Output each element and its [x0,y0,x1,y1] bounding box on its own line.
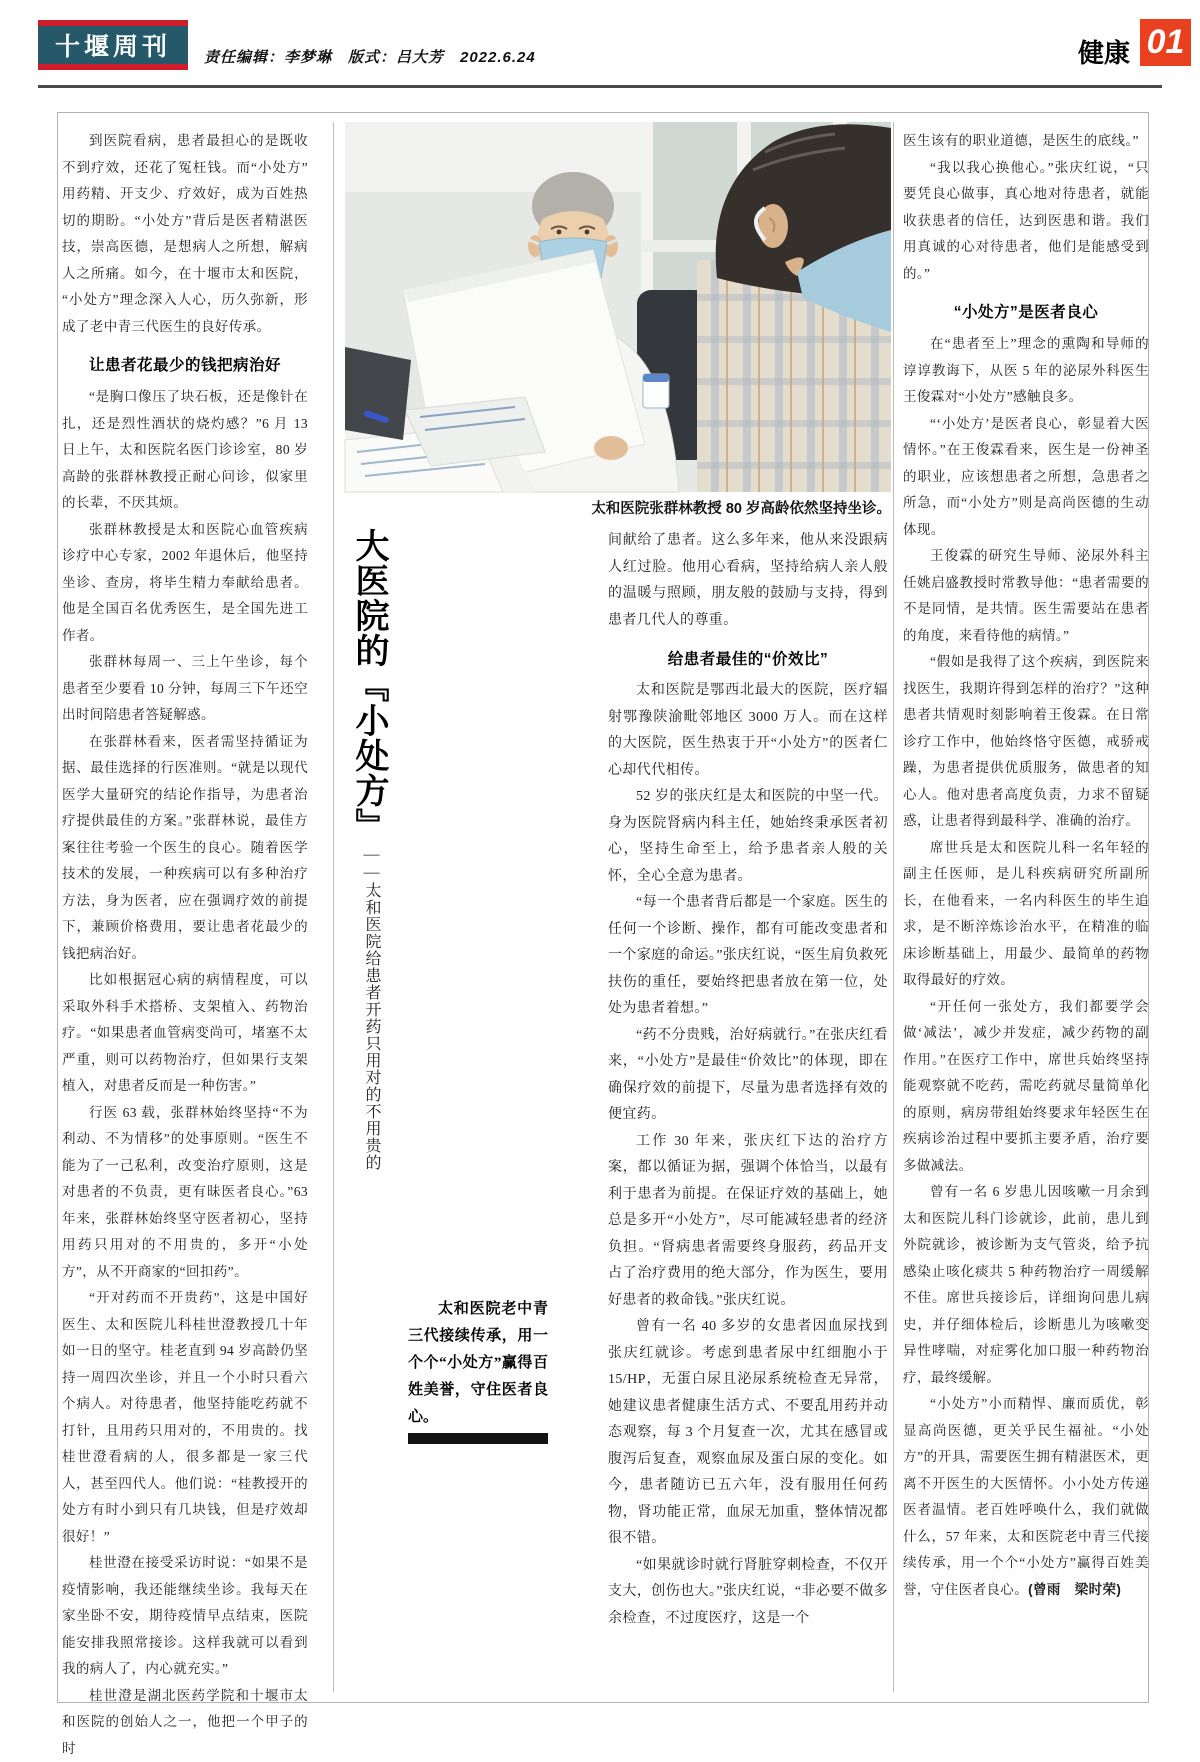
column-middle [608,528,888,1692]
paragraph: 桂世澄在接受采访时说：“如果不是疫情影响，我还能继续坐诊。我每天在家坐卧不安，期待疫情早点结束，医院能安排我照常接诊。这样我就可以看到我的病人了，内心就充实。” [62,1550,308,1683]
paragraph: 曾有一名 40 多岁的女患者因血尿找到张庆红就诊。考虑到患者尿中红细胞小于 15/HP，无蛋白尿且泌尿系统检查无异常，她建议患者健康生活方式、不要乱用药并动态观察，每 3 个月复查一次，尤其在感冒或腹泻后复查，观察血尿及蛋白尿的变化。如今，患者随访已五六年，没有服用任何药物，肾功能正常，血尿无加重，整体情况都很不错。 [608,1314,888,1553]
paragraph: 行医 63 载，张群林始终坚持“不为利动、不为情移”的处事原则。“医生不能为了一己私利，改变治疗原则，这是对患者的不负责，更有昧医者良心。”63 年来，张群林始终坚守医者初心，坚持用药只用对的不用贵的，多开“小处方”，从不开商家的“回扣药”。 [62,1100,308,1286]
paragraph: 王俊霖的研究生导师、泌尿外科主任姚启盛教授时常教导他：“患者需要的不是同情，是共情。医生需要站在患者的角度，来看待他的病情。” [903,543,1149,649]
article-summary: 太和医院老中青三代接续传承，用一个个“小处方”赢得百姓美誉，守住医者良心。 [408,1296,548,1431]
editor-line: 责任编辑：李梦琳 版式：吕大芳 2022.6.24 [204,46,536,67]
paragraph: 张群林教授是太和医院心血管疾病诊疗中心专家，2002 年退休后，他坚持坐诊、查房，将毕生精力奉献给患者。他是全国百名优秀医生，是全国先进工作者。 [62,517,308,650]
article-title: 大医院的『小处方』 [349,528,393,838]
header-rule [38,85,1162,88]
paragraph: 到医院看病，患者最担心的是既收不到疗效，还花了冤枉钱。而“小处方”用药精、开支少、疗效好，成为百姓热切的期盼。“小处方”背后是医者精湛医技，崇高医德，是想病人之所想，解病人之所痛。如今，在十堰市太和医院，“小处方”理念深入人心，历久弥新，形成了老中青三代医生的良好传承。 [62,128,308,340]
paragraph: 医生该有的职业道德，是医生的底线。” [903,128,1149,155]
paragraph: 52 岁的张庆红是太和医院的中坚一代。身为医院肾病内科主任，她始终秉承医者初心，坚持生命至上，给予患者亲人般的关怀，全心全意为患者。 [608,784,888,890]
paragraph: “是胸口像压了块石板，还是像针在扎，还是烈性酒状的烧灼感？”6 月 13 日上午，太和医院名医门诊诊室，80 岁高龄的张群林教授正耐心问诊，似家里的长辈，不厌其烦。 [62,384,308,517]
paragraph: “‘小处方’是医者良心，彰显着大医情怀。”在王俊霖看来，医生是一份神圣的职业，应该想患者之所想，急患者之所急，而“小处方”则是高尚医德的生动体现。 [903,411,1149,544]
paragraph: 曾有一名 6 岁患儿因咳嗽一月余到太和医院儿科门诊就诊，此前，患儿到外院就诊，被诊断为支气管炎，给予抗感染止咳化痰共 5 种药物治疗一周缓解不佳。席世兵接诊后，详细询问患儿病史，并仔细体检后，诊断患儿为咳嗽变异性哮喘，对症雾化加口服一种药物治疗，最终缓解。 [903,1179,1149,1391]
column-rule-left [333,122,334,1692]
paragraph: “每一个患者背后都是一个家庭。医生的任何一个诊断、操作，都有可能改变患者和一个家庭的命运。”张庆红说，“医生肩负救死扶伤的重任，要始终把患者放在第一位，处处为患者着想。” [608,890,888,1023]
section-heading-2: 给患者最佳的“价效比” [608,647,888,669]
byline: (曾雨 梁时荣) [1028,1582,1121,1597]
photo-caption: 太和医院张群林教授 80 岁高龄依然坚持坐诊。 [345,497,891,518]
article-subtitle: ——太和医院给患者开药只用对的不用贵的 [361,846,383,1218]
paragraph: “我以我心换他心。”张庆红说，“只要凭良心做事，真心地对待患者，就能收获患者的信任，达到医患和谐。我们用真诚的心对待患者，他们是能感受到的。” [903,155,1149,288]
paragraph: “假如是我得了这个疾病，到医院来找医生，我期许得到怎样的治疗？”这种患者共情观时刻影响着王俊霖。在日常诊疗工作中，他始终恪守医德，戒骄戒躁，为患者提供优质服务，做患者的知心人。他对患者高度负责，力求不留疑惑，让患者得到最科学、准确的治疗。 [903,649,1149,835]
doctor-photo-illustration [345,122,891,492]
paragraph: 在张群林看来，医者需坚持循证为据、最佳选择的行医准则。“就是以现代医学大量研究的结论作指导，为患者治疗提供最佳的方案。”张群林说，最佳方案往往考验一个医生的良心。随着医学技术的发展，一种疾病可以有多种治疗方法，身为医者，应在强调疗效的前提下，兼顾价格费用，要让患者花最少的钱把病治好。 [62,729,308,968]
section-label: 健康 [1078,33,1130,70]
closing-paragraph [903,1391,1149,1603]
paragraph: 张群林每周一、三上午坐诊，每个患者至少要看 10 分钟，每周三下午还空出时间陪患者答疑解惑。 [62,649,308,729]
paragraph: 桂世澄是湖北医药学院和十堰市太和医院的创始人之一，他把一个甲子的时 [62,1683,308,1762]
paragraph: 太和医院是鄂西北最大的医院，医疗辐射鄂豫陕渝毗邻地区 3000 万人。而在这样的大医院，医生热衷于开“小处方”的医者仁心却代代相传。 [608,678,888,784]
page-number-badge: 01 [1140,19,1191,66]
summary-underline-bar [408,1433,548,1444]
paragraph: “开对药而不开贵药”，这是中国好医生、太和医院儿科桂世澄教授几十年如一日的坚守。桂老直到 94 岁高龄仍坚持一周四次坐诊，并且一个小时只看六个病人。对待患者，他坚持能吃药就不打针，且用药只用对的，不用贵的。找桂世澄看病的人，很多都是一家三代人，甚至四代人。他们说：“桂教授开的处方有时小到只有几块钱，但是疗效却很好！” [62,1285,308,1550]
masthead-logo [38,20,188,70]
column-right [903,128,1149,1692]
masthead-title: 十堰周刊 [38,26,188,64]
section-heading-3: “小处方”是医者良心 [903,300,1149,322]
paragraph: 在“患者至上”理念的熏陶和导师的谆谆教诲下，从医 5 年的泌尿外科医生王俊霖对“小处方”感触良多。 [903,331,1149,411]
paragraph: 席世兵是太和医院儿科一名年轻的副主任医师，是儿科疾病研究所副所长，在他看来，一名内科医生的毕生追求，是不断淬炼诊治水平，在精准的临床诊断基础上，用最少、最简单的药物取得最好的疗效。 [903,835,1149,994]
paragraph: “如果就诊时就行肾脏穿刺检查，不仅开支大，创伤也大。”张庆红说，“非必要不做多余检查，不过度医疗，这是一个 [608,1553,888,1633]
column-left [62,128,308,1692]
paragraph: “开任何一张处方，我们都要学会做‘减法’，减少并发症，减少药物的副作用。”在医疗工作中，席世兵始终坚持能观察就不吃药，需吃药就尽量简单化的原则，病房带组始终要求年轻医生在疾病诊治过程中要抓主要矛盾，治疗要多做减法。 [903,994,1149,1180]
section-heading-1: 让患者花最少的钱把病治好 [62,353,308,375]
masthead-stripe-bottom [38,64,188,70]
column-rule-right [893,122,894,1692]
paragraph: 工作 30 年来，张庆红下达的治疗方案，都以循证为据，强调个体恰当，以最有利于患者为前提。在保证疗效的基础上，她总是多开“小处方”，尽可能减轻患者的经济负担。“肾病患者需要终身服药，药品开支占了治疗费用的绝大部分，作为医生，要用好患者的救命钱。”张庆红说。 [608,1129,888,1315]
closing-text: “小处方”小而精悍、廉而质优，彰显高尚医德，更关乎民生福祉。“小处方”的开具，需要医生拥有精湛医术，更离不开医生的大医情怀。小小处方传递医者温情。老百姓呼唤什么，我们就做什么，57 年来，太和医院老中青三代接续传承，用一个个“小处方”赢得百姓美誉，守住医者良心。 [903,1396,1149,1597]
doctor-photo [345,122,891,492]
paragraph: 间献给了患者。这么多年来，他从来没跟病人红过脸。他用心看病，坚持给病人亲人般的温暖与照顾，朋友般的鼓励与支持，得到患者几代人的尊重。 [608,528,888,634]
paragraph: 比如根据冠心病的病情程度，可以采取外科手术搭桥、支架植入、药物治疗。“如果患者血管病变尚可，堵塞不太严重，则可以药物治疗，但如果行支架植入，对患者反而是一种伤害。” [62,967,308,1100]
paragraph: “药不分贵贱，治好病就行。”在张庆红看来，“小处方”是最佳“价效比”的体现，即在确保疗效的前提下，尽量为患者选择有效的便宜药。 [608,1023,888,1129]
